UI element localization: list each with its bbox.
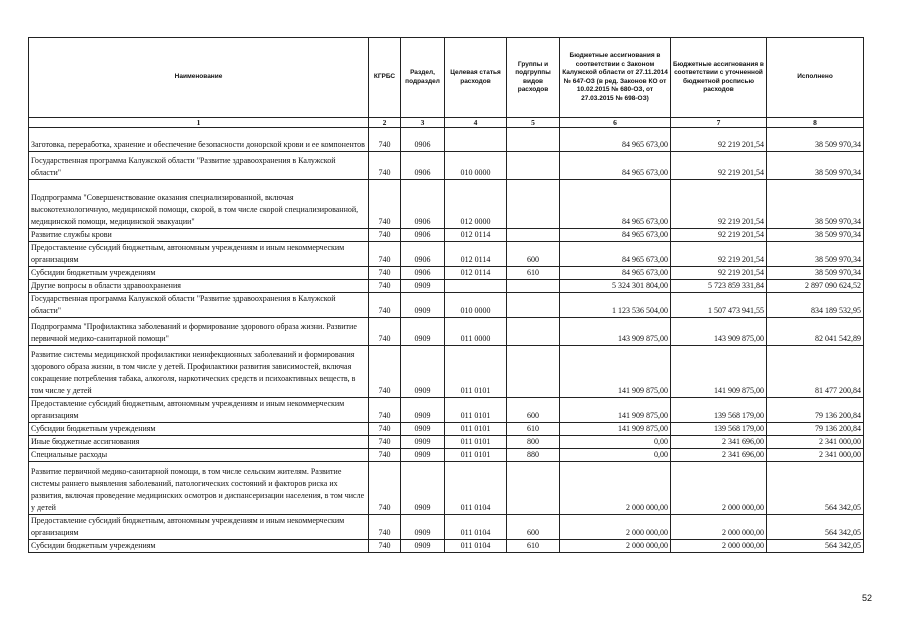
row-law-amount: 84 965 673,00	[560, 229, 671, 242]
row-group: 610	[507, 423, 560, 436]
column-number: 4	[445, 118, 507, 128]
row-group: 600	[507, 398, 560, 423]
row-refined-amount: 2 000 000,00	[671, 515, 767, 540]
row-law-amount: 143 909 875,00	[560, 318, 671, 346]
row-refined-amount: 92 219 201,54	[671, 128, 767, 152]
row-section: 0909	[401, 318, 445, 346]
row-group	[507, 152, 560, 180]
row-group	[507, 318, 560, 346]
row-law-amount: 84 965 673,00	[560, 180, 671, 229]
row-executed-amount: 38 509 970,34	[767, 267, 864, 280]
row-name: Другие вопросы в области здравоохранения	[29, 280, 369, 293]
column-number: 5	[507, 118, 560, 128]
row-law-amount: 141 909 875,00	[560, 346, 671, 398]
row-name: Субсидии бюджетным учреждениям	[29, 540, 369, 553]
row-section: 0909	[401, 398, 445, 423]
row-name: Предоставление субсидий бюджетным, автономным учреждениям и иным некоммерческим организациям	[29, 398, 369, 423]
header-executed: Исполнено	[767, 38, 864, 118]
row-law-amount: 141 909 875,00	[560, 398, 671, 423]
row-target: 011 0101	[445, 346, 507, 398]
row-executed-amount: 564 342,05	[767, 462, 864, 515]
row-name: Субсидии бюджетным учреждениям	[29, 423, 369, 436]
row-executed-amount: 38 509 970,34	[767, 128, 864, 152]
header-target: Целевая статья расходов	[445, 38, 507, 118]
row-group	[507, 128, 560, 152]
table-row	[29, 293, 864, 318]
row-group	[507, 180, 560, 229]
table-row	[29, 229, 864, 242]
row-section: 0906	[401, 152, 445, 180]
row-kgrbs: 740	[369, 423, 401, 436]
row-name: Специальные расходы	[29, 449, 369, 462]
header-refined: Бюджетные ассигнования в соответствии с уточненной бюджетной росписью расходов	[671, 38, 767, 118]
row-target: 011 0101	[445, 398, 507, 423]
row-name: Подпрограмма "Совершенствование оказания специализированной, включая высокотехнологичную, медицинской помощи, скорой, в том числе скорой специализированной, медицинской помощи, медицинской эвакуации"	[29, 180, 369, 229]
table-row	[29, 128, 864, 152]
row-kgrbs: 740	[369, 293, 401, 318]
row-executed-amount: 38 509 970,34	[767, 152, 864, 180]
column-number-row	[29, 118, 864, 128]
header-law: Бюджетные ассигнования в соответствии с Законом Калужской области от 27.11.2014 № 647-ОЗ (в ред. Законов КО от 10.02.2015 № 680-ОЗ, от 27.03.2015 № 698-ОЗ)	[560, 38, 671, 118]
row-target: 011 0104	[445, 515, 507, 540]
row-section: 0906	[401, 267, 445, 280]
row-kgrbs: 740	[369, 540, 401, 553]
row-kgrbs: 740	[369, 449, 401, 462]
row-executed-amount: 38 509 970,34	[767, 180, 864, 229]
row-kgrbs: 740	[369, 398, 401, 423]
table-row	[29, 180, 864, 229]
table-row	[29, 462, 864, 515]
table-row	[29, 318, 864, 346]
table-row	[29, 152, 864, 180]
row-name: Государственная программа Калужской области "Развитие здравоохранения в Калужской области"	[29, 152, 369, 180]
row-executed-amount: 38 509 970,34	[767, 229, 864, 242]
row-refined-amount: 143 909 875,00	[671, 318, 767, 346]
row-kgrbs: 740	[369, 242, 401, 267]
row-name: Подпрограмма "Профилактика заболеваний и формирование здорового образа жизни. Развитие первичной медико-санитарной помощи"	[29, 318, 369, 346]
row-refined-amount: 92 219 201,54	[671, 242, 767, 267]
row-kgrbs: 740	[369, 318, 401, 346]
row-target: 012 0114	[445, 229, 507, 242]
table-row	[29, 398, 864, 423]
row-group: 600	[507, 242, 560, 267]
row-refined-amount: 139 568 179,00	[671, 423, 767, 436]
row-name: Развитие службы крови	[29, 229, 369, 242]
row-section: 0906	[401, 128, 445, 152]
row-group	[507, 280, 560, 293]
column-number: 7	[671, 118, 767, 128]
row-executed-amount: 2 341 000,00	[767, 436, 864, 449]
row-kgrbs: 740	[369, 128, 401, 152]
row-law-amount: 2 000 000,00	[560, 540, 671, 553]
row-target	[445, 128, 507, 152]
row-refined-amount: 92 219 201,54	[671, 229, 767, 242]
row-refined-amount: 2 000 000,00	[671, 540, 767, 553]
row-refined-amount: 1 507 473 941,55	[671, 293, 767, 318]
row-name: Заготовка, переработка, хранение и обеспечение безопасности донорской крови и ее компонентов	[29, 128, 369, 152]
row-section: 0909	[401, 423, 445, 436]
table-row	[29, 267, 864, 280]
table-header-row	[29, 38, 864, 118]
table-row	[29, 540, 864, 553]
row-executed-amount: 79 136 200,84	[767, 398, 864, 423]
row-section: 0909	[401, 515, 445, 540]
row-executed-amount: 82 041 542,89	[767, 318, 864, 346]
table-row	[29, 423, 864, 436]
row-target: 011 0101	[445, 449, 507, 462]
row-refined-amount: 2 000 000,00	[671, 462, 767, 515]
row-law-amount: 84 965 673,00	[560, 152, 671, 180]
row-law-amount: 2 000 000,00	[560, 462, 671, 515]
table-row	[29, 436, 864, 449]
header-group: Группы и подгруппы видов расходов	[507, 38, 560, 118]
row-section: 0909	[401, 462, 445, 515]
row-law-amount: 141 909 875,00	[560, 423, 671, 436]
row-kgrbs: 740	[369, 436, 401, 449]
row-section: 0909	[401, 449, 445, 462]
row-target: 010 0000	[445, 293, 507, 318]
header-kgrbs: КГРБС	[369, 38, 401, 118]
row-kgrbs: 740	[369, 180, 401, 229]
row-refined-amount: 2 341 696,00	[671, 436, 767, 449]
table-row	[29, 280, 864, 293]
row-group	[507, 293, 560, 318]
row-executed-amount: 2 897 090 624,52	[767, 280, 864, 293]
row-section: 0909	[401, 346, 445, 398]
row-kgrbs: 740	[369, 229, 401, 242]
row-refined-amount: 92 219 201,54	[671, 180, 767, 229]
row-law-amount: 84 965 673,00	[560, 242, 671, 267]
row-name: Развитие первичной медико-санитарной помощи, в том числе сельским жителям. Развитие системы раннего выявления заболеваний, патологических состояний и факторов риска их развития, включая проведение медицинских осмотров и диспансеризации населения, в том числе у детей	[29, 462, 369, 515]
row-target: 012 0000	[445, 180, 507, 229]
row-section: 0909	[401, 540, 445, 553]
row-kgrbs: 740	[369, 515, 401, 540]
row-name: Иные бюджетные ассигнования	[29, 436, 369, 449]
row-law-amount: 1 123 536 504,00	[560, 293, 671, 318]
row-law-amount: 0,00	[560, 436, 671, 449]
row-refined-amount: 139 568 179,00	[671, 398, 767, 423]
column-number: 8	[767, 118, 864, 128]
budget-table	[28, 37, 864, 553]
row-target: 011 0101	[445, 436, 507, 449]
row-kgrbs: 740	[369, 152, 401, 180]
table-row	[29, 449, 864, 462]
row-executed-amount: 79 136 200,84	[767, 423, 864, 436]
header-section: Раздел, подраздел	[401, 38, 445, 118]
row-executed-amount: 38 509 970,34	[767, 242, 864, 267]
page-number: 52	[862, 593, 873, 603]
row-target: 011 0104	[445, 540, 507, 553]
row-section: 0909	[401, 293, 445, 318]
table-row	[29, 242, 864, 267]
row-law-amount: 5 324 301 804,00	[560, 280, 671, 293]
row-section: 0909	[401, 280, 445, 293]
row-refined-amount: 92 219 201,54	[671, 267, 767, 280]
row-target: 011 0101	[445, 423, 507, 436]
row-kgrbs: 740	[369, 280, 401, 293]
row-target: 012 0114	[445, 242, 507, 267]
row-section: 0909	[401, 436, 445, 449]
row-target: 012 0114	[445, 267, 507, 280]
row-refined-amount: 141 909 875,00	[671, 346, 767, 398]
header-name: Наименование	[29, 38, 369, 118]
column-number: 6	[560, 118, 671, 128]
row-group: 800	[507, 436, 560, 449]
row-section: 0906	[401, 180, 445, 229]
row-target: 010 0000	[445, 152, 507, 180]
row-section: 0906	[401, 242, 445, 267]
row-target	[445, 280, 507, 293]
row-group: 880	[507, 449, 560, 462]
row-kgrbs: 740	[369, 267, 401, 280]
row-name: Субсидии бюджетным учреждениям	[29, 267, 369, 280]
row-law-amount: 2 000 000,00	[560, 515, 671, 540]
row-law-amount: 84 965 673,00	[560, 128, 671, 152]
row-name: Развитие системы медицинской профилактики неинфекционных заболеваний и формирования здорового образа жизни, в том числе у детей. Профилактики развития зависимостей, включая сокращение потребления табака, алкоголя, наркотических средств и психоактивных веществ, в том числе у детей	[29, 346, 369, 398]
row-law-amount: 0,00	[560, 449, 671, 462]
row-executed-amount: 834 189 532,95	[767, 293, 864, 318]
row-executed-amount: 564 342,05	[767, 515, 864, 540]
row-section: 0906	[401, 229, 445, 242]
row-refined-amount: 92 219 201,54	[671, 152, 767, 180]
row-group: 610	[507, 540, 560, 553]
row-group	[507, 462, 560, 515]
row-group: 610	[507, 267, 560, 280]
row-executed-amount: 564 342,05	[767, 540, 864, 553]
row-group	[507, 229, 560, 242]
row-executed-amount: 2 341 000,00	[767, 449, 864, 462]
row-name: Предоставление субсидий бюджетным, автономным учреждениям и иным некоммерческим организациям	[29, 242, 369, 267]
row-group: 600	[507, 515, 560, 540]
row-name: Предоставление субсидий бюджетным, автономным учреждениям и иным некоммерческим организациям	[29, 515, 369, 540]
column-number: 2	[369, 118, 401, 128]
column-number: 1	[29, 118, 369, 128]
row-target: 011 0000	[445, 318, 507, 346]
row-group	[507, 346, 560, 398]
row-executed-amount: 81 477 200,84	[767, 346, 864, 398]
row-law-amount: 84 965 673,00	[560, 267, 671, 280]
table-body	[29, 128, 864, 553]
row-name: Государственная программа Калужской области "Развитие здравоохранения в Калужской области"	[29, 293, 369, 318]
table-row	[29, 515, 864, 540]
row-target: 011 0104	[445, 462, 507, 515]
table-row	[29, 346, 864, 398]
row-kgrbs: 740	[369, 462, 401, 515]
row-kgrbs: 740	[369, 346, 401, 398]
row-refined-amount: 5 723 859 331,84	[671, 280, 767, 293]
column-number: 3	[401, 118, 445, 128]
row-refined-amount: 2 341 696,00	[671, 449, 767, 462]
